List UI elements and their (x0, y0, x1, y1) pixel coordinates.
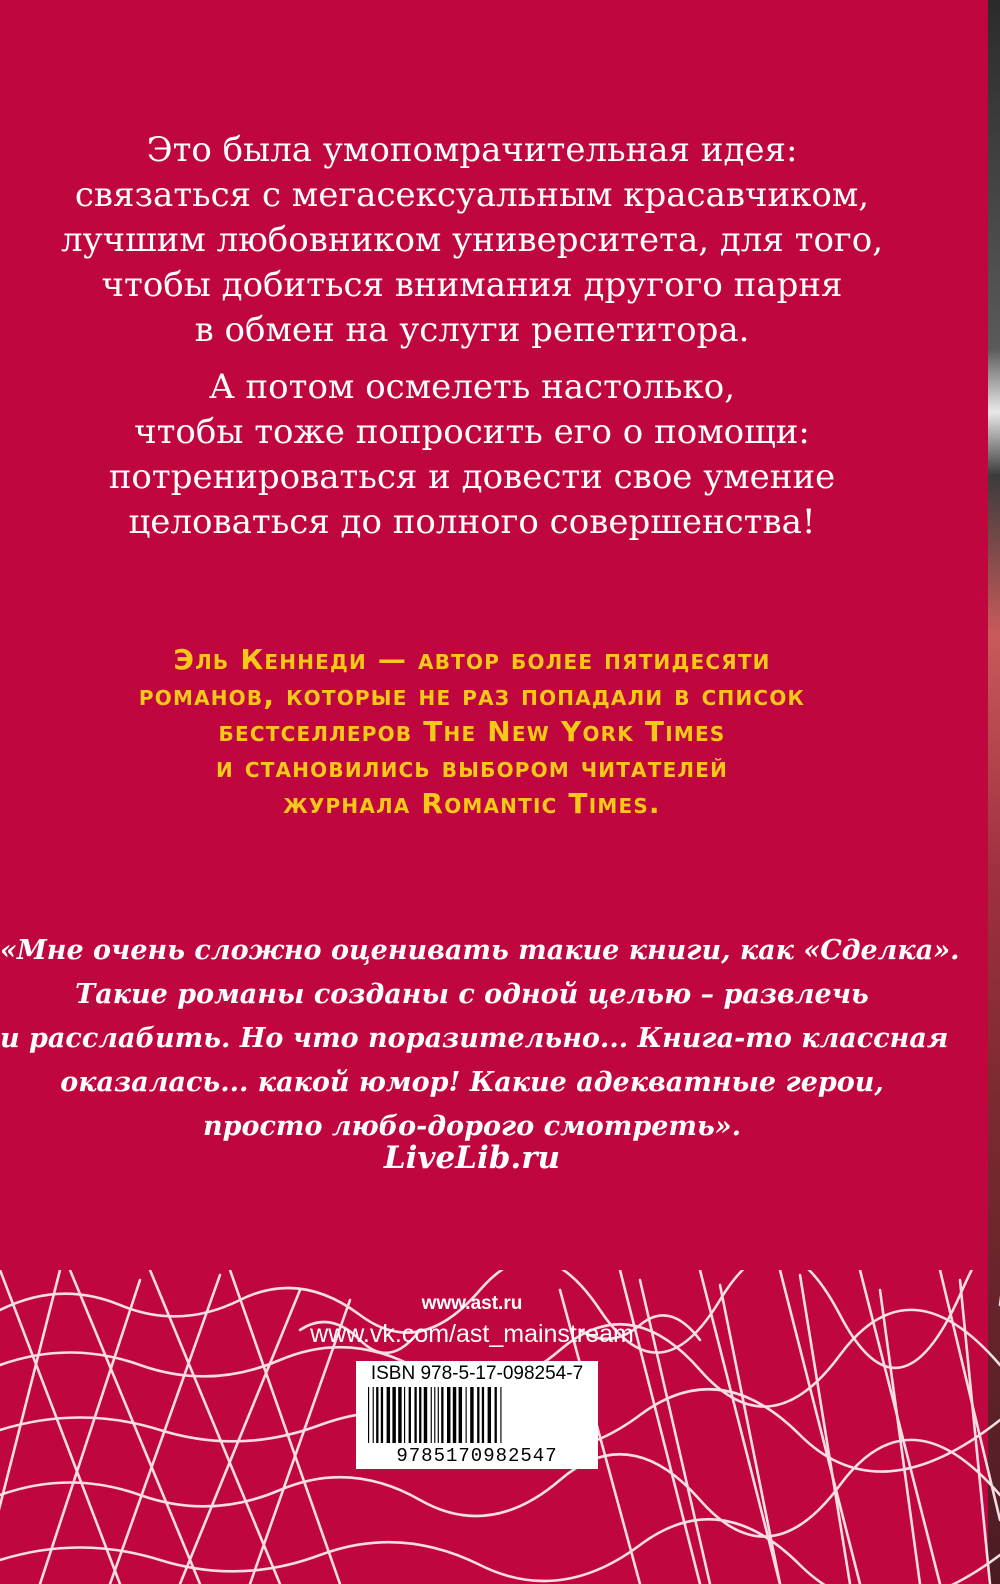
publisher-vk-link: www.vk.com/ast_mainstream (310, 1320, 634, 1348)
blurb-line: лучшим любовником университета, для того, (60, 220, 884, 260)
barcode-bar (431, 1387, 432, 1443)
barcode-bar (441, 1387, 443, 1443)
barcode-bar (459, 1387, 462, 1443)
review-line: и расслабить. Но что поразительно... Книга-то классная (0, 1023, 949, 1054)
blurb-line: связаться с мегасексуальным красавчиком, (74, 175, 870, 215)
barcode-bar (477, 1387, 479, 1443)
barcode-bar (398, 1387, 401, 1443)
barcode-bar (488, 1387, 491, 1443)
barcode-bar (482, 1387, 484, 1443)
blurb-paragraph-1 (0, 128, 944, 353)
author-note-line: бестселлеров The New York Times (218, 715, 726, 748)
barcode-bar (404, 1387, 405, 1443)
barcode-bar (368, 1387, 369, 1443)
barcode-bar (381, 1387, 383, 1443)
barcode-bar (419, 1387, 421, 1443)
barcode-bar (376, 1387, 378, 1443)
barcode-bar (392, 1387, 395, 1443)
review-line: Такие романы созданы с одной целью – развлечь (75, 979, 869, 1010)
blurb-line: чтобы тоже попросить его о помощи: (134, 412, 810, 452)
author-note-line: Эль Кеннеди — автор более пятидесяти (173, 643, 771, 676)
barcode-bar (409, 1387, 411, 1443)
barcode-bars (364, 1387, 590, 1443)
ean-number: 9785170982547 (396, 1445, 558, 1467)
barcode-bar (438, 1387, 439, 1443)
isbn-number: ISBN 978-5-17-098254-7 (370, 1363, 584, 1384)
barcode-bar (414, 1387, 416, 1443)
review-quote (0, 929, 960, 1149)
blurb-line: в обмен на услуги репетитора. (194, 310, 750, 350)
barcode-bar (500, 1387, 501, 1443)
review-source: LiveLib.ru (383, 1140, 561, 1176)
blurb-line: Это была умопомрачительная идея: (146, 130, 798, 170)
isbn-barcode (356, 1361, 598, 1469)
barcode-bar (434, 1387, 435, 1443)
barcode-bar (470, 1387, 473, 1443)
blurb-paragraph-2 (0, 365, 944, 545)
author-note (0, 642, 944, 822)
barcode-bar (453, 1387, 456, 1443)
blurb-line: целоваться до полного совершенства! (128, 502, 816, 542)
publisher-website: www.ast.ru (421, 1293, 523, 1314)
barcode-bar (447, 1387, 450, 1443)
author-note-line: журнала Romantic Times. (283, 787, 661, 820)
barcode-bar (387, 1387, 390, 1443)
review-line: просто любо-дорого смотреть». (202, 1111, 742, 1142)
author-note-line: и становились выбором читателей (215, 751, 729, 784)
review-line: оказалась... какой юмор! Какие адекватные герои, (60, 1067, 884, 1098)
blurb-line: чтобы добиться внимания другого парня (101, 265, 843, 305)
barcode-bar (495, 1387, 497, 1443)
blurb-line: А потом осмелеть настолько, (208, 367, 736, 407)
barcode-bar (373, 1387, 374, 1443)
blurb-line: потренироваться и довести свое умение (108, 457, 836, 497)
barcode-bar (424, 1387, 427, 1443)
barcode-bar (466, 1387, 467, 1443)
author-note-line: романов, которые не раз попадали в список (138, 679, 806, 712)
review-line: «Мне очень сложно оценивать такие книги, как «Сделка». (0, 935, 960, 966)
